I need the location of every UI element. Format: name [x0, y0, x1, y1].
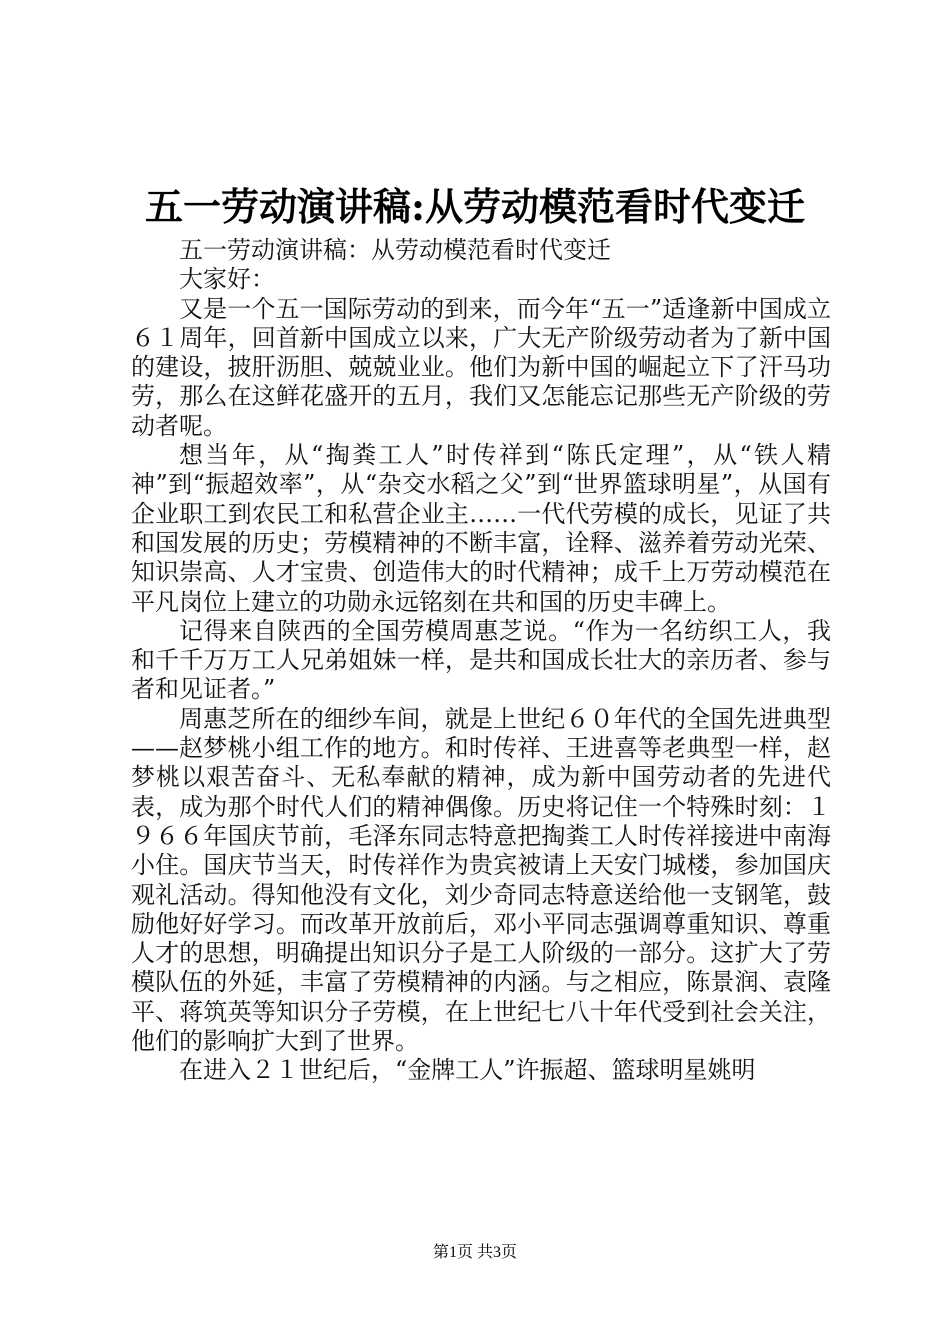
- paragraph: 在进入２１世纪后，“金牌工人”许振超、篮球明星姚明: [179, 1056, 756, 1085]
- page-footer: 第1页 共3页: [432, 1244, 517, 1261]
- paragraph: 又是一个五一国际劳动的到来，而今年“五一”适逢新中国成立６１周年，回首新中国成立以来，广大无产阶级劳动者为了新中国的建设，披肝沥胆、兢兢业业。他们为新中国的崛起立下了汗马功劳，那么在这鲜花盛开的五月，我们又怎能忘记那些无产阶级的劳动者呢。: [131, 294, 831, 440]
- paragraph-greeting: 大家好：: [179, 265, 275, 294]
- paragraph-subtitle: 五一劳动演讲稿：从劳动模范看时代变迁: [179, 236, 611, 264]
- paragraph: 周惠芝所在的细纱车间，就是上世纪６０年代的全国先进典型——赵梦桃小组工作的地方。和时传祥、王进喜等老典型一样，赵梦桃以艰苦奋斗、无私奉献的精神，成为新中国劳动者的先进代表，成为那个时代人们的精神偶像。历史将记住一个特殊时刻：１９６６年国庆节前，毛泽东同志特意把掏粪工人时传祥接进中南海小住。国庆节当天，时传祥作为贵宾被请上天安门城楼，参加国庆观礼活动。得知他没有文化，刘少奇同志特意送给他一支钢笔，鼓励他好好学习。而改革开放前后，邓小平同志强调尊重知识、尊重人才的思想，明确提出知识分子是工人阶级的一部分。这扩大了劳模队伍的外延，丰富了劳模精神的内涵。与之相应，陈景润、袁隆平、蒋筑英等知识分子劳模，在上世纪七八十年代受到社会关注，他们的影响扩大到了世界。: [131, 704, 831, 1056]
- paragraph: 想当年，从“掏粪工人”时传祥到“陈氏定理”，从“铁人精神”到“振超效率”，从“杂交水稻之父”到“世界篮球明星”，从国有企业职工到农民工和私营企业主……一代代劳模的成长，见证了共和国发展的历史；劳模精神的不断丰富，诠释、滋养着劳动光荣、知识崇高、人才宝贵、创造伟大的时代精神；成千上万劳动模范在平凡岗位上建立的功勋永远铭刻在共和国的历史丰碑上。: [131, 441, 831, 616]
- document-body: [131, 236, 831, 1086]
- paragraph: 记得来自陕西的全国劳模周惠芝说。“作为一名纺织工人，我和千千万万工人兄弟姐妹一样，是共和国成长壮大的亲历者、参与者和见证者。”: [131, 616, 831, 704]
- document-title: 五一劳动演讲稿:从劳动模范看时代变迁: [144, 184, 806, 229]
